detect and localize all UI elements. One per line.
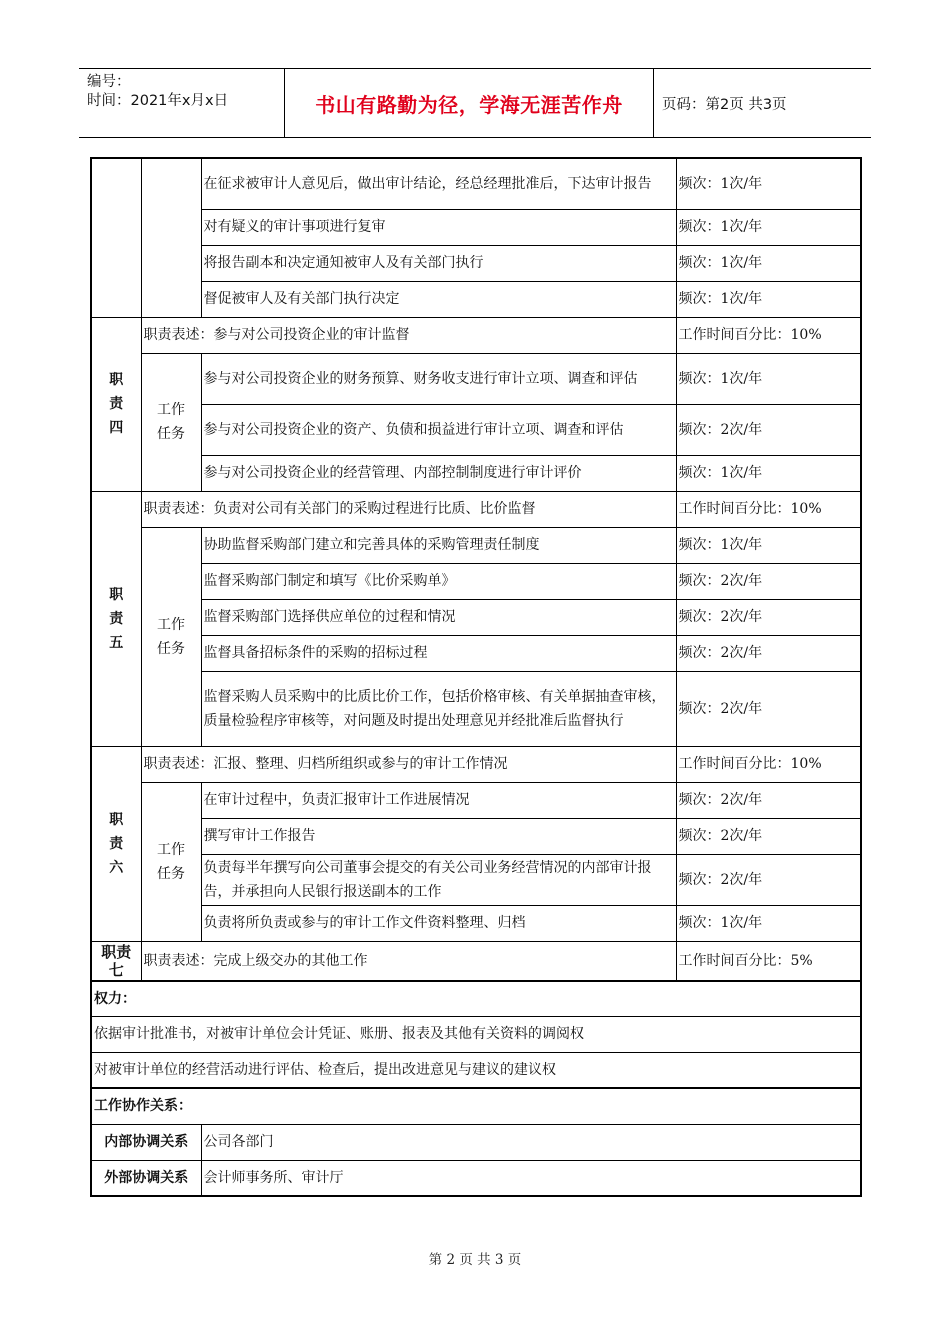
task-frequency: 频次：1次/年 (676, 158, 861, 209)
table-row (91, 563, 861, 599)
task-text: 在征求被审计人意见后，做出审计结论，经总经理批准后，下达审计报告 (201, 158, 676, 209)
task-frequency: 频次：2次/年 (676, 635, 861, 671)
table-row (91, 491, 861, 527)
task-label: 工作 任务 (141, 527, 201, 746)
header-page-label: 页码：第2页 共3页 (662, 96, 787, 113)
table-row (91, 317, 861, 353)
page-footer: 第 2 页 共 3 页 (428, 1252, 522, 1268)
task-text: 协助监督采购部门建立和完善具体的采购管理责任制度 (201, 527, 676, 563)
table-row (91, 746, 861, 782)
table-row (91, 353, 861, 404)
task-frequency: 频次：2次/年 (676, 854, 861, 905)
task-text: 撰写审计工作报告 (201, 818, 676, 854)
task-text: 督促被审人及有关部门执行决定 (201, 281, 676, 317)
authority-item: 对被审计单位的经营活动进行评估、检查后，提出改进意见与建议的建议权 (91, 1052, 861, 1088)
table-row (91, 209, 861, 245)
duty5-label: 职 责 五 (91, 491, 141, 746)
task-text: 将报告副本和决定通知被审人及有关部门执行 (201, 245, 676, 281)
duty-time-percentage: 工作时间百分比：10% (676, 317, 861, 353)
task-frequency: 频次：2次/年 (676, 599, 861, 635)
table-row (91, 635, 861, 671)
duty6-label: 职 责 六 (91, 746, 141, 941)
task-text: 对有疑义的审计事项进行复审 (201, 209, 676, 245)
task-text: 参与对公司投资企业的资产、负债和损益进行审计立项、调查和评估 (201, 404, 676, 455)
task-text: 参与对公司投资企业的财务预算、财务收支进行审计立项、调查和评估 (201, 353, 676, 404)
table-row (91, 671, 861, 746)
internal-relations-label: 内部协调关系 (91, 1124, 201, 1160)
table-row (91, 1052, 861, 1088)
duty3-label-cell (91, 158, 141, 317)
duty-description: 职责表述：汇报、整理、归档所组织或参与的审计工作情况 (141, 746, 676, 782)
table-row (91, 245, 861, 281)
task-frequency: 频次：1次/年 (676, 905, 861, 941)
task-frequency: 频次：2次/年 (676, 563, 861, 599)
internal-relations-value: 公司各部门 (201, 1124, 861, 1160)
duty-description: 职责表述：参与对公司投资企业的审计监督 (141, 317, 676, 353)
authority-title: 权力： (91, 981, 861, 1016)
table-row (91, 1016, 861, 1052)
table-row (91, 404, 861, 455)
page-header (79, 68, 871, 138)
header-motto: 书山有路勤为径，学海无涯苦作舟 (284, 69, 654, 137)
duty-description: 职责表述：完成上级交办的其他工作 (141, 941, 676, 981)
table-row (91, 941, 861, 981)
duty-time-percentage: 工作时间百分比：10% (676, 746, 861, 782)
task-text: 负责每半年撰写向公司董事会提交的有关公司业务经营情况的内部审计报告，并承担向人民银行报送副本的工作 (201, 854, 676, 905)
table-row (91, 1160, 861, 1196)
number-label: 编号： (87, 74, 131, 90)
external-relations-value: 会计师事务所、审计厅 (201, 1160, 861, 1196)
task-frequency: 频次：1次/年 (676, 281, 861, 317)
task-text: 监督采购部门选择供应单位的过程和情况 (201, 599, 676, 635)
task-label: 工作 任务 (141, 353, 201, 491)
relations-title: 工作协作关系： (91, 1088, 861, 1124)
task-frequency: 频次：2次/年 (676, 782, 861, 818)
task-frequency: 频次：1次/年 (676, 353, 861, 404)
duty-time-percentage: 工作时间百分比：10% (676, 491, 861, 527)
task-text: 负责将所负责或参与的审计工作文件资料整理、归档 (201, 905, 676, 941)
table-row (91, 527, 861, 563)
table-row (91, 281, 861, 317)
table-row (91, 455, 861, 491)
table-row (91, 981, 861, 1016)
table-row (91, 1088, 861, 1124)
task-frequency: 频次：1次/年 (676, 527, 861, 563)
task-frequency: 频次：1次/年 (676, 245, 861, 281)
duty7-label: 职责 七 (91, 941, 141, 981)
task-text: 监督采购部门制定和填写《比价采购单》 (201, 563, 676, 599)
table-row (91, 782, 861, 818)
duty-table (90, 157, 862, 1197)
authority-item: 依据审计批准书，对被审计单位会计凭证、账册、报表及其他有关资料的调阅权 (91, 1016, 861, 1052)
time-label: 时间：2021年x月x日 (87, 93, 229, 109)
task-frequency: 频次：1次/年 (676, 455, 861, 491)
task-frequency: 频次：2次/年 (676, 404, 861, 455)
task-text: 在审计过程中，负责汇报审计工作进展情况 (201, 782, 676, 818)
header-meta (87, 73, 277, 111)
table-row (91, 905, 861, 941)
duty-description: 职责表述：负责对公司有关部门的采购过程进行比质、比价监督 (141, 491, 676, 527)
external-relations-label: 外部协调关系 (91, 1160, 201, 1196)
table-row (91, 1124, 861, 1160)
task-frequency: 频次：2次/年 (676, 671, 861, 746)
task-label: 工作 任务 (141, 782, 201, 941)
task-text: 监督具备招标条件的采购的招标过程 (201, 635, 676, 671)
task-text: 参与对公司投资企业的经营管理、内部控制制度进行审计评价 (201, 455, 676, 491)
task-text: 监督采购人员采购中的比质比价工作，包括价格审核、有关单据抽查审核，质量检验程序审核等，对问题及时提出处理意见并经批准后监督执行 (201, 671, 676, 746)
table-row (91, 854, 861, 905)
task-frequency: 频次：2次/年 (676, 818, 861, 854)
table-row (91, 599, 861, 635)
table-row (91, 818, 861, 854)
duty-time-percentage: 工作时间百分比：5% (676, 941, 861, 981)
duty4-label: 职 责 四 (91, 317, 141, 491)
table-row (91, 158, 861, 209)
duty3-task-label-cell (141, 158, 201, 317)
task-frequency: 频次：1次/年 (676, 209, 861, 245)
